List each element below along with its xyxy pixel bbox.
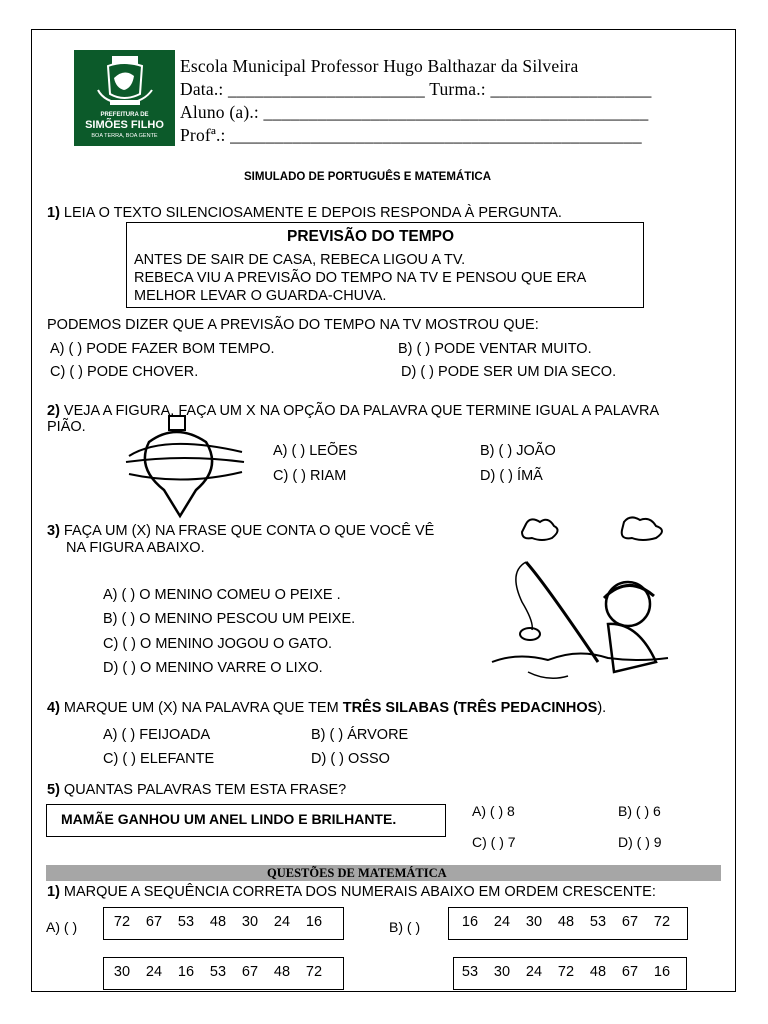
q2-option-b[interactable]: B) ( ) JOÃO [480,443,556,459]
q5-option-a[interactable]: A) ( ) 8 [472,803,515,819]
logo-line3: BOA TERRA, BOA GENTE [91,133,158,139]
q2-prompt-cont: PIÃO. [47,419,86,435]
q1-option-d[interactable]: D) ( ) PODE SER UM DIA SECO. [401,364,617,380]
boy-fishing-drawing [488,512,678,692]
page-title: SIMULADO DE PORTUGUÊS E MATEMÁTICA [244,171,492,183]
q2-option-d[interactable]: D) ( ) ÍMÃ [480,468,543,484]
seq-b: 16 24 30 48 53 67 72 [461,914,671,930]
math-q1-prompt: 1) MARQUE A SEQUÊNCIA CORRETA DOS NUMERAIS ABAIXO EM ORDEM CRESCENTE: [47,884,656,900]
q5-option-d[interactable]: D) ( ) 9 [618,834,662,850]
q4-prompt: 4) MARQUE UM (X) NA PALAVRA QUE TEM TRÊS SILABAS (TRÊS PEDACINHOS). [47,700,607,716]
q4-option-a[interactable]: A) ( ) FEIJOADA [103,727,211,743]
math-option-a-label[interactable]: A) ( ) [46,919,78,935]
q5-option-c[interactable]: C) ( ) 7 [472,834,516,850]
student-field: Aluno (a).: ___________________________________________ [180,102,649,122]
q5-sentence: MAMÃE GANHOU UM ANEL LINDO E BRILHANTE. [61,811,397,827]
math-section-title: QUESTÕES DE MATEMÁTICA [267,866,447,880]
q3-option-b[interactable]: B) ( ) O MENINO PESCOU UM PEIXE. [103,611,356,627]
q4-option-b[interactable]: B) ( ) ÁRVORE [311,727,409,743]
q1-box-title: PREVISÃO DO TEMPO [287,228,455,245]
q1-prompt: 1) LEIA O TEXTO SILENCIOSAMENTE E DEPOIS RESPONDA À PERGUNTA. [47,205,562,221]
seq-d: 53 30 24 72 48 67 16 [461,964,671,980]
q3-option-c[interactable]: C) ( ) O MENINO JOGOU O GATO. [103,636,333,652]
q3-prompt-cont: NA FIGURA ABAIXO. [66,540,205,556]
date-class-field: Data.: ______________________ Turma.: __________________ [180,79,652,99]
spinning-top-drawing [124,414,246,520]
q4-option-c[interactable]: C) ( ) ELEFANTE [103,751,215,767]
q1-box-line3: MELHOR LEVAR O GUARDA-CHUVA. [134,288,387,304]
q3-option-a[interactable]: A) ( ) O MENINO COMEU O PEIXE . [103,587,341,603]
q2-prompt: 2) VEJA A FIGURA, FAÇA UM X NA OPÇÃO DA PALAVRA QUE TERMINE IGUAL A PALAVRA [47,403,660,419]
q3-option-d[interactable]: D) ( ) O MENINO VARRE O LIXO. [103,660,323,676]
q5-option-b[interactable]: B) ( ) 6 [618,803,661,819]
q1-option-a[interactable]: A) ( ) PODE FAZER BOM TEMPO. [50,341,275,357]
q1-question: PODEMOS DIZER QUE A PREVISÃO DO TEMPO NA TV MOSTROU QUE: [47,317,539,333]
seq-c: 30 24 16 53 67 48 72 [113,964,323,980]
q5-prompt: 5) QUANTAS PALAVRAS TEM ESTA FRASE? [47,782,347,798]
math-option-b-label[interactable]: B) ( ) [389,919,421,935]
q2-option-a[interactable]: A) ( ) LEÕES [273,443,358,459]
q1-box-line2: REBECA VIU A PREVISÃO DO TEMPO NA TV E PENSOU QUE ERA [134,270,587,286]
logo-line2: SIMÕES FILHO [85,119,164,131]
seq-a: 72 67 53 48 30 24 16 [113,914,323,930]
q1-option-b[interactable]: B) ( ) PODE VENTAR MUITO. [398,341,592,357]
q1-box-line1: ANTES DE SAIR DE CASA, REBECA LIGOU A TV. [134,252,466,268]
school-name: Escola Municipal Professor Hugo Balthazar da Silveira [180,56,579,76]
q2-option-c[interactable]: C) ( ) RIAM [273,468,347,484]
school-logo [74,50,175,146]
q1-option-c[interactable]: C) ( ) PODE CHOVER. [50,364,199,380]
crest-icon [74,50,175,112]
teacher-field: Profª.: ______________________________________________ [180,125,642,145]
logo-line1: PREFEITURA DE [100,112,149,118]
q4-option-d[interactable]: D) ( ) OSSO [311,751,390,767]
q3-prompt: 3) FAÇA UM (X) NA FRASE QUE CONTA O QUE VOCÊ VÊ [47,523,435,539]
